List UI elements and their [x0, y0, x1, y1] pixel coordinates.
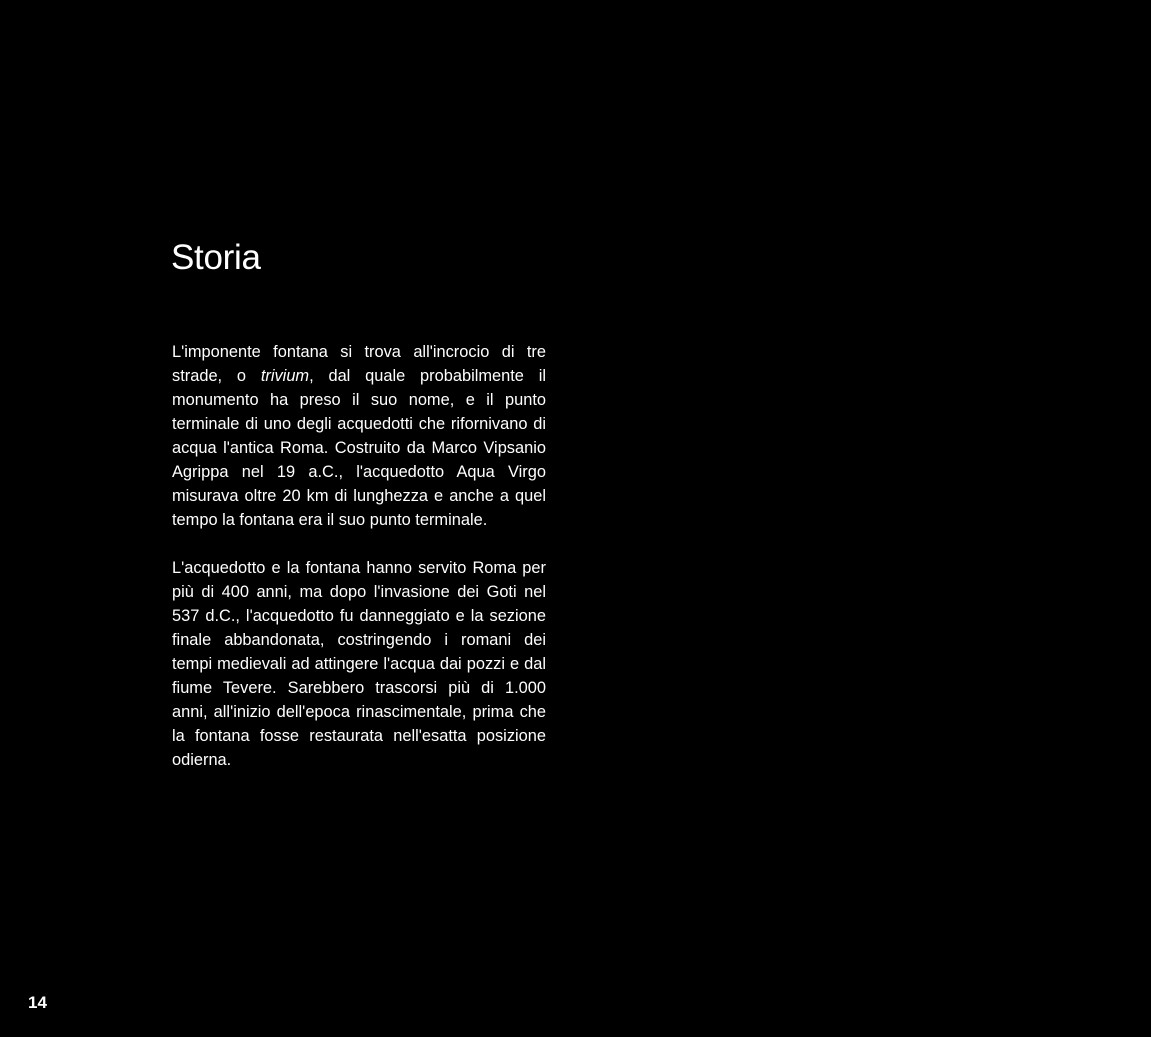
page-number: 14 [28, 993, 47, 1012]
trivium-emphasis: trivium [260, 367, 310, 385]
paragraph-history-restoration: L'acquedotto e la fontana hanno servito Roma per più di 400 anni, ma dopo l'invasione dei Goti nel 537 d.C., l'acquedotto fu danneggiato e la sezione finale abbandonata, costringendo i romani dei tempi medievali ad attingere l'acqua dai pozzi e dal fiume Tevere. Sarebbero trascorsi più di 1.000 anni, all'inizio dell'epoca rinascimentale, prima che la fontana fosse restaurata nell'esatta posizione odierna. [172, 559, 546, 769]
section-title: Storia [171, 238, 261, 277]
body-text [172, 340, 546, 772]
paragraph-history-origin [172, 340, 546, 532]
paragraph-1-text-start: L'imponente fontana si trova all'incrocio di tre strade, o [172, 343, 546, 385]
paragraph-1-text-end: , dal quale probabilmente il monumento ha preso il suo nome, e il punto terminale di uno degli acquedotti che rifornivano di acqua l'antica Roma. Costruito da Marco Vipsanio Agrippa nel 19 a.C., l'acquedotto Aqua Virgo misurava oltre 20 km di lunghezza e anche a quel tempo la fontana era il suo punto terminale. [172, 367, 546, 529]
